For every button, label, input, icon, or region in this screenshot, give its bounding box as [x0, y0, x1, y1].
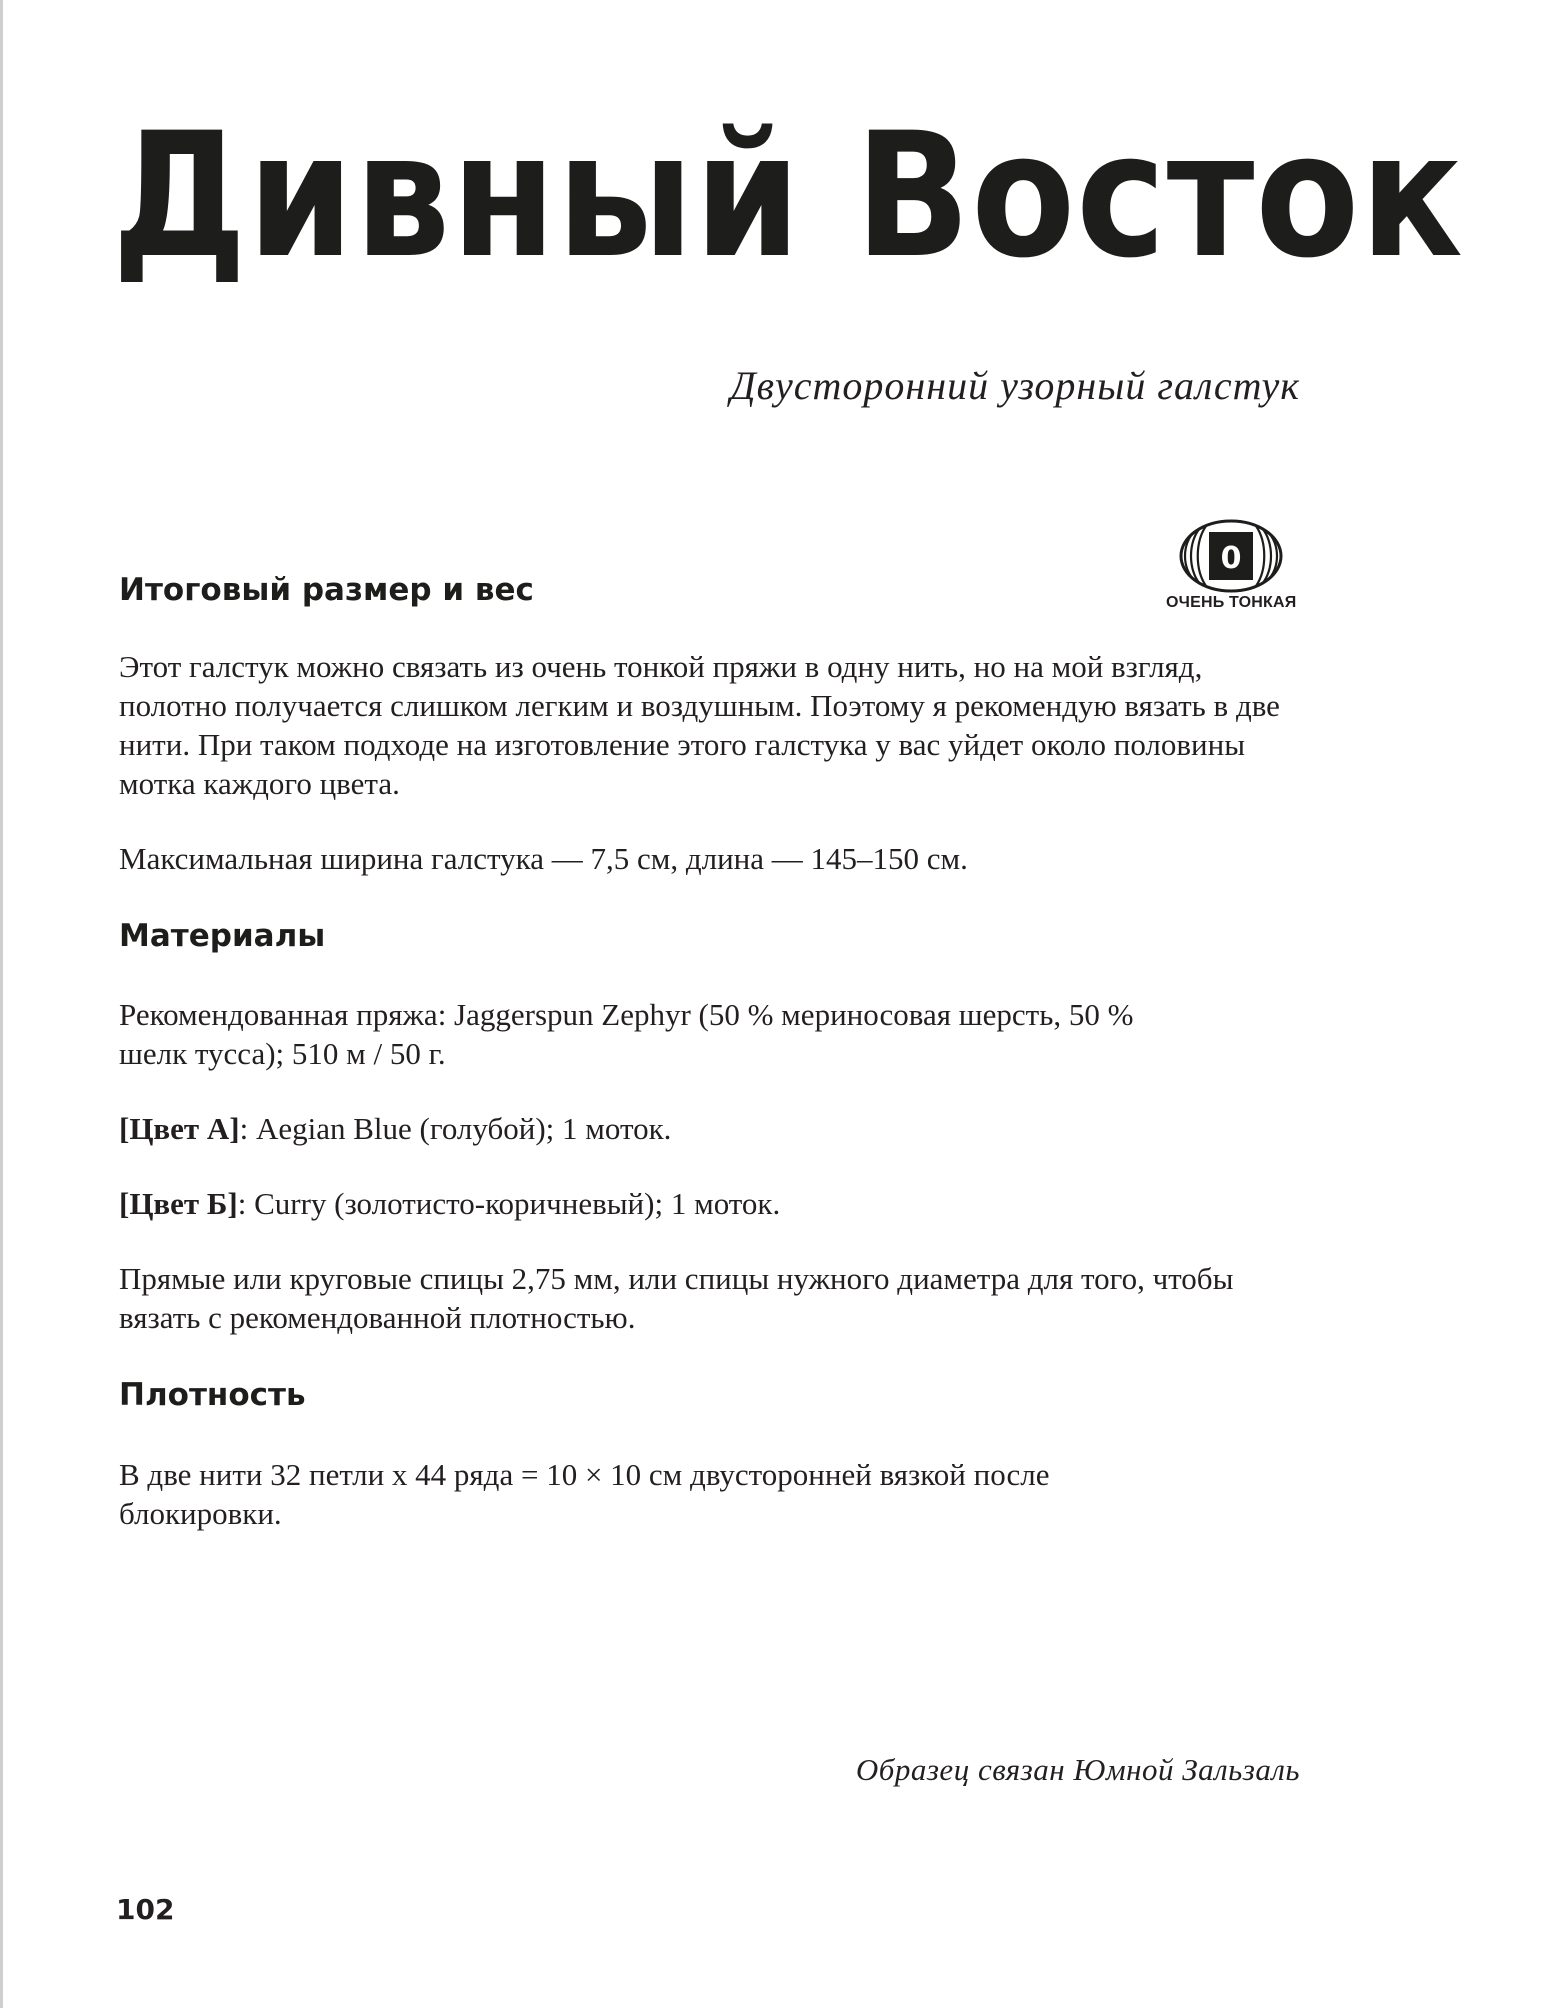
color-b-line	[119, 1184, 1309, 1223]
color-b-text: : Curry (золотисто-коричневый); 1 моток.	[237, 1186, 781, 1222]
materials-yarn: Рекомендованная пряжа: Jaggerspun Zephyr (50 % мериносовая шерсть, 50 % шелк тусса); 510 м / 50 г.	[119, 997, 1134, 1072]
gauge-heading: Плотность	[119, 1377, 306, 1414]
sample-credit: Образец связан Юмной Зальзаль	[855, 1752, 1300, 1787]
size-dimensions: Максимальная ширина галстука — 7,5 см, длина — 145–150 см.	[119, 841, 968, 877]
pattern-content	[119, 572, 1309, 1533]
page-edge	[0, 0, 3, 2008]
needles-text: Прямые или круговые спицы 2,75 мм, или спицы нужного диаметра для того, чтобы вязать с рекомендованной плотностью.	[119, 1261, 1234, 1336]
page-title: Дивный Восток	[112, 95, 1464, 296]
page-subtitle: Двусторонний узорный галстук	[730, 363, 1300, 408]
color-a-label: [Цвет А]	[119, 1111, 240, 1147]
color-a-text: : Aegian Blue (голубой); 1 моток.	[239, 1111, 672, 1147]
page-number: 102	[116, 1893, 175, 1926]
materials-heading: Материалы	[119, 918, 326, 955]
yarn-weight-number: 0	[1220, 541, 1242, 576]
color-b-label: [Цвет Б]	[119, 1186, 238, 1222]
size-heading: Итоговый размер и вес	[119, 572, 534, 608]
size-paragraph: Этот галстук можно связать из очень тонкой пряжи в одну нить, но на мой взгляд, полотно получается слишком легким и воздушным. Поэтому я рекомендую вязать в две нити. При таком подходе на изготовление этого галстука у вас уйдет около половины мотка каждого цвета.	[119, 649, 1280, 802]
gauge-text: В две нити 32 петли х 44 ряда = 10 × 10 см двусторонней вязкой после блокировки.	[119, 1456, 1050, 1531]
color-a-line	[119, 1109, 1309, 1148]
yarn-weight-label: ОЧЕНЬ ТОНКАЯ	[1166, 594, 1297, 611]
